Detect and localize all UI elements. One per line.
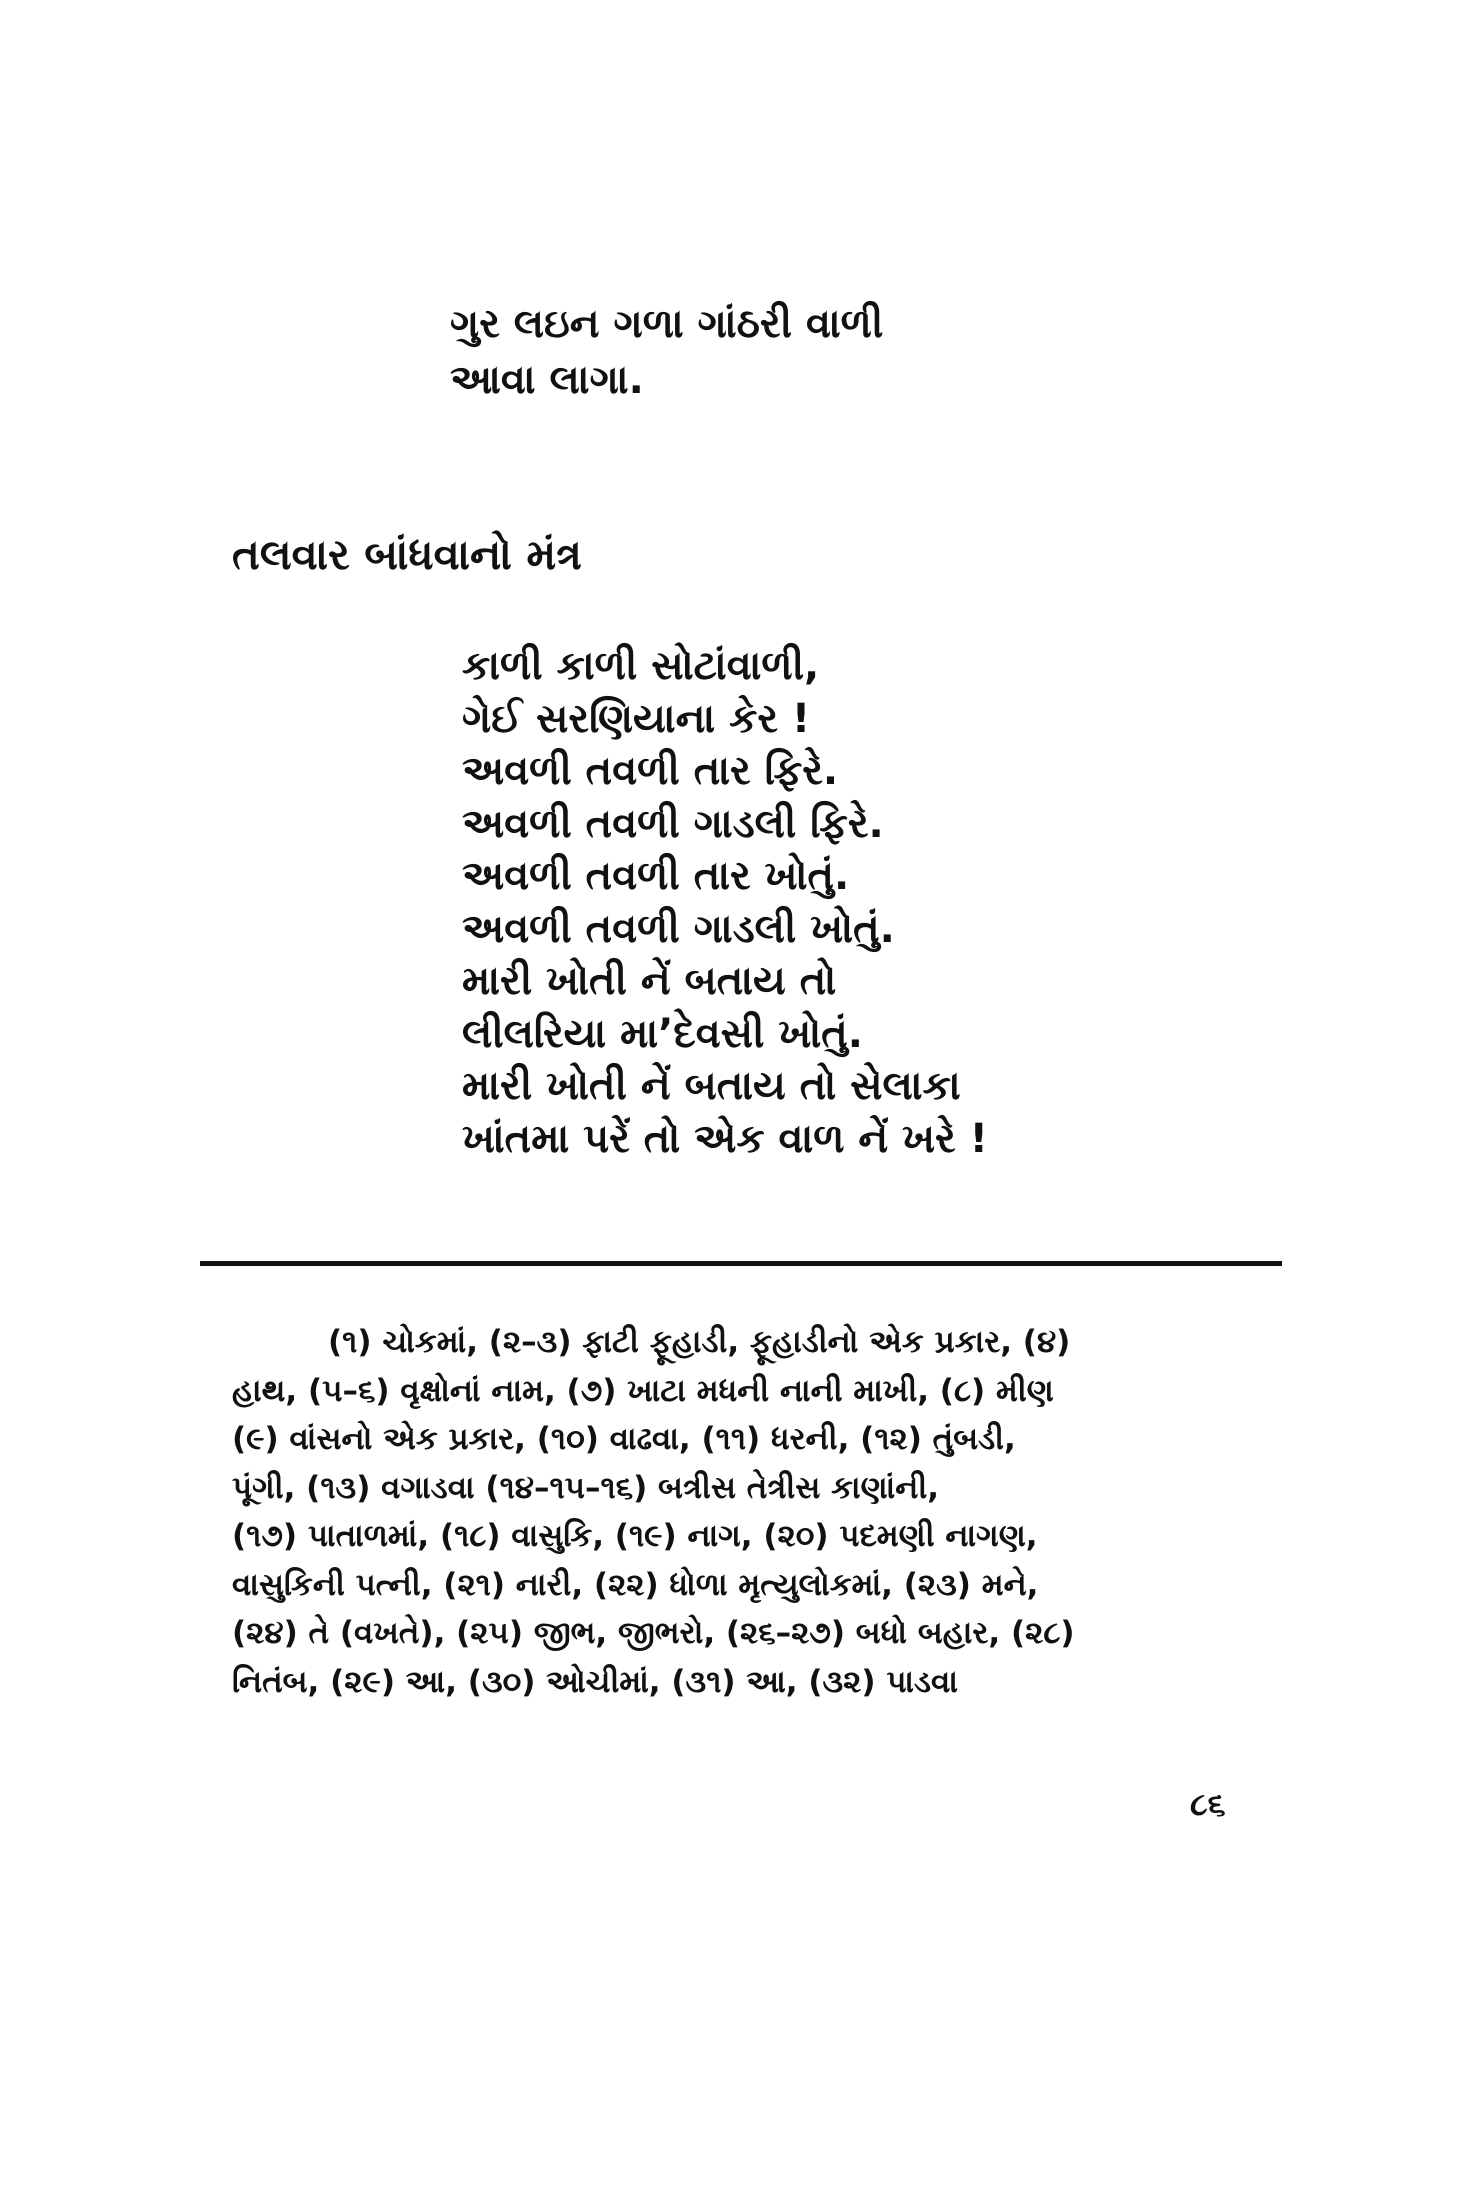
verse-line: ખાંતમા પરેં તો એક વાળ નેં ખરે ! <box>462 1115 988 1162</box>
verse-line: મારી ખોતી નેં બતાય તો સેલાકા <box>462 1063 961 1109</box>
intro-lines <box>450 296 883 408</box>
verse-line: કાળી કાળી સોટાંવાળી, <box>462 643 820 689</box>
verse-line: લીલરિયા મા’દેવસી ખોતું. <box>462 1010 864 1057</box>
footnote-line: પૂંગી, (૧૩) વગાડવા (૧૪–૧૫–૧૬) બત્રીસ તેત્રીસ કાણાંની, <box>232 1469 940 1506</box>
footnote-line: નિતંબ, (૨૯) આ, (૩૦) ઓચીમાં, (૩૧) આ, (૩૨) પાડવા <box>232 1663 958 1700</box>
footnote-line: (૨૪) તે (વખતે), (૨૫) જીભ, જીભરો, (૨૬–૨૭) બધો બહાર, (૨૮) <box>232 1615 1075 1651</box>
verse-line: અવળી તવળી તાર ખોતું. <box>462 853 850 899</box>
footnote-divider <box>200 1261 1282 1266</box>
verse-line: અવળી તવળી ગાડલી ફિરે. <box>462 800 884 847</box>
verse-line: ગેઈ સરણિયાના કેર ! <box>462 695 811 742</box>
intro-line: ગુર લઇન ગળા ગાંઠરી વાળી <box>450 301 884 347</box>
section-heading: તલવાર બાંધવાનો મંત્ર <box>232 530 582 579</box>
verse-block <box>462 640 988 1165</box>
intro-line: આવા લાગા. <box>450 357 644 403</box>
footnote-line: વાસુકિની પત્ની, (૨૧) નારી, (૨૨) ધોળા મૃત્યુલોકમાં, (૨૩) મને, <box>232 1566 1039 1603</box>
page-number: ૮૬ <box>1190 1785 1226 1823</box>
footnotes <box>232 1318 1252 1706</box>
verse-line: મારી ખોતી નેં બતાય તો <box>462 958 837 1004</box>
footnote-line: (૧) ચોકમાં, (૨–૩) ફાટી ફૂહાડી, ફૂહાડીનો એક પ્રકાર, (૪) <box>328 1324 1071 1360</box>
verse-line: અવળી તવળી તાર ફિરે. <box>462 748 839 794</box>
footnote-line: હાથ, (૫–૬) વૃક્ષોનાં નામ, (૭) ખાટા મધની નાની માખી, (૮) મીણ <box>232 1372 1054 1409</box>
footnote-line: (૯) વાંસનો એક પ્રકાર, (૧૦) વાઢવા, (૧૧) ધરની, (૧૨) તુંબડી, <box>232 1421 1016 1457</box>
footnote-line: (૧૭) પાતાળમાં, (૧૮) વાસુકિ, (૧૯) નાગ, (૨૦) પદમણી નાગણ, <box>232 1518 1038 1554</box>
verse-line: અવળી તવળી ગાડલી ખોતું. <box>462 905 895 952</box>
